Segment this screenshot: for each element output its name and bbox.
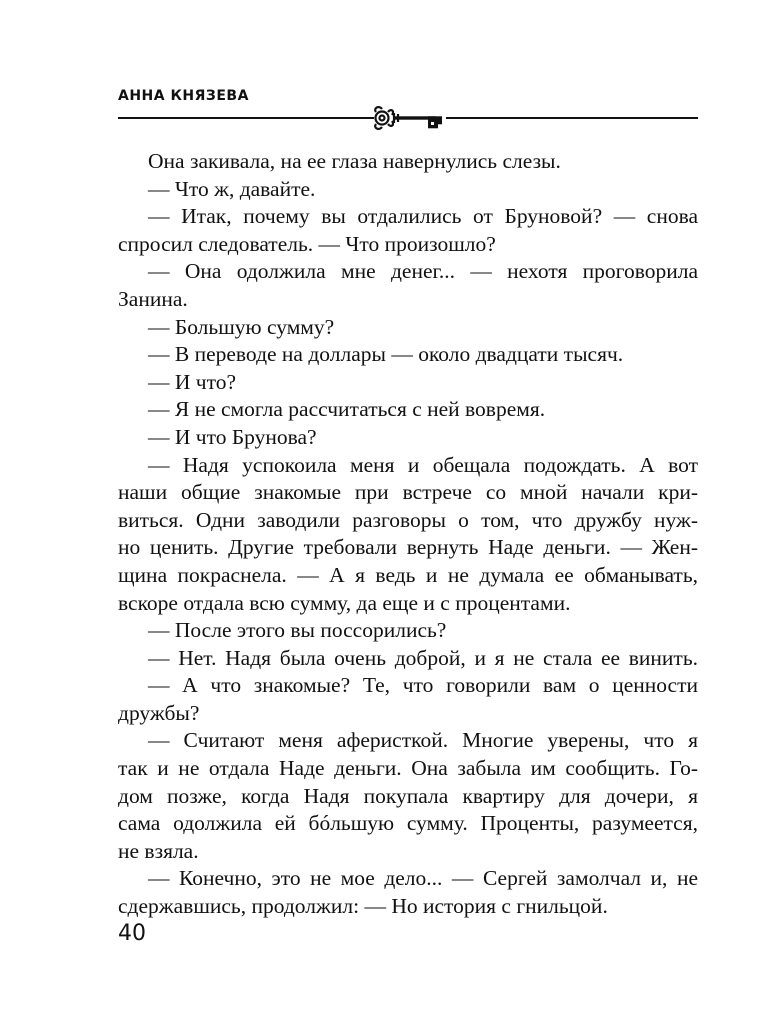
body-text (118, 148, 698, 921)
text-line: — И что? (148, 369, 236, 394)
author-name: АННА КНЯЗЕВА (118, 88, 249, 104)
text-line: спросил следователь. — Что произошло? (118, 231, 496, 256)
text-line: Она закивала, на ее глаза навернулись слезы. (148, 149, 561, 173)
text-line: — Итак, почему вы отдалились от Бруновой? — снова (148, 204, 698, 229)
text-line: — Нет. Надя была очень доброй, и я не стала ее винить. (148, 645, 698, 670)
text-line: — Большую сумму? (148, 314, 335, 339)
text-line: — А что знакомые? Те, что говорили вам о ценности (148, 673, 698, 698)
text-line: не взяла. (118, 838, 199, 863)
text-line: — Она одолжила мне денег... — нехотя проговорила (148, 259, 698, 284)
page-number: 40 (118, 921, 146, 946)
text-line: наши общие знакомые при встрече со мной начали кри- (118, 480, 698, 505)
text-line: — Я не смогла рассчитаться с ней вовремя. (148, 397, 546, 422)
text-line: — Что ж, давайте. (148, 176, 316, 201)
text-line: — В переводе на доллары — около двадцати тысяч. (148, 342, 624, 367)
text-line: сдержавшись, продолжил: — Но история с гнильцой. (118, 894, 608, 919)
text-line: Занина. (118, 286, 188, 311)
header-rule-left (118, 117, 374, 119)
text-line: вскоре отдала всю сумму, да еще и с процентами. (118, 590, 571, 615)
text-line: щина покраснела. — А я ведь и не думала ее обманывать, (118, 562, 698, 587)
text-line: так и не отдала Наде деньги. Она забыла им сообщить. Го- (118, 756, 698, 781)
text-line: но ценить. Другие требовали вернуть Наде деньги. — Жен- (118, 535, 698, 560)
text-line: виться. Одни заводили разговоры о том, что дружбу нуж- (118, 507, 698, 532)
text-line: — Надя успокоила меня и обещала подождать. А вот (148, 452, 698, 477)
text-line: сама одолжила ей бóльшую сумму. Проценты, разумеется, (118, 811, 698, 836)
text-line: — Конечно, это не мое дело... — Сергей замолчал и, не (148, 866, 698, 891)
text-line: — После этого вы поссорились? (148, 618, 447, 643)
text-line: дружбы? (118, 700, 200, 725)
header-rule-right (446, 117, 698, 119)
text-line: — И что Брунова? (148, 424, 317, 449)
text-line: дом позже, когда Надя покупала квартиру для дочери, я (118, 783, 698, 808)
key-icon (372, 104, 448, 132)
text-line: — Считают меня аферисткой. Многие уверены, что я (148, 728, 698, 753)
